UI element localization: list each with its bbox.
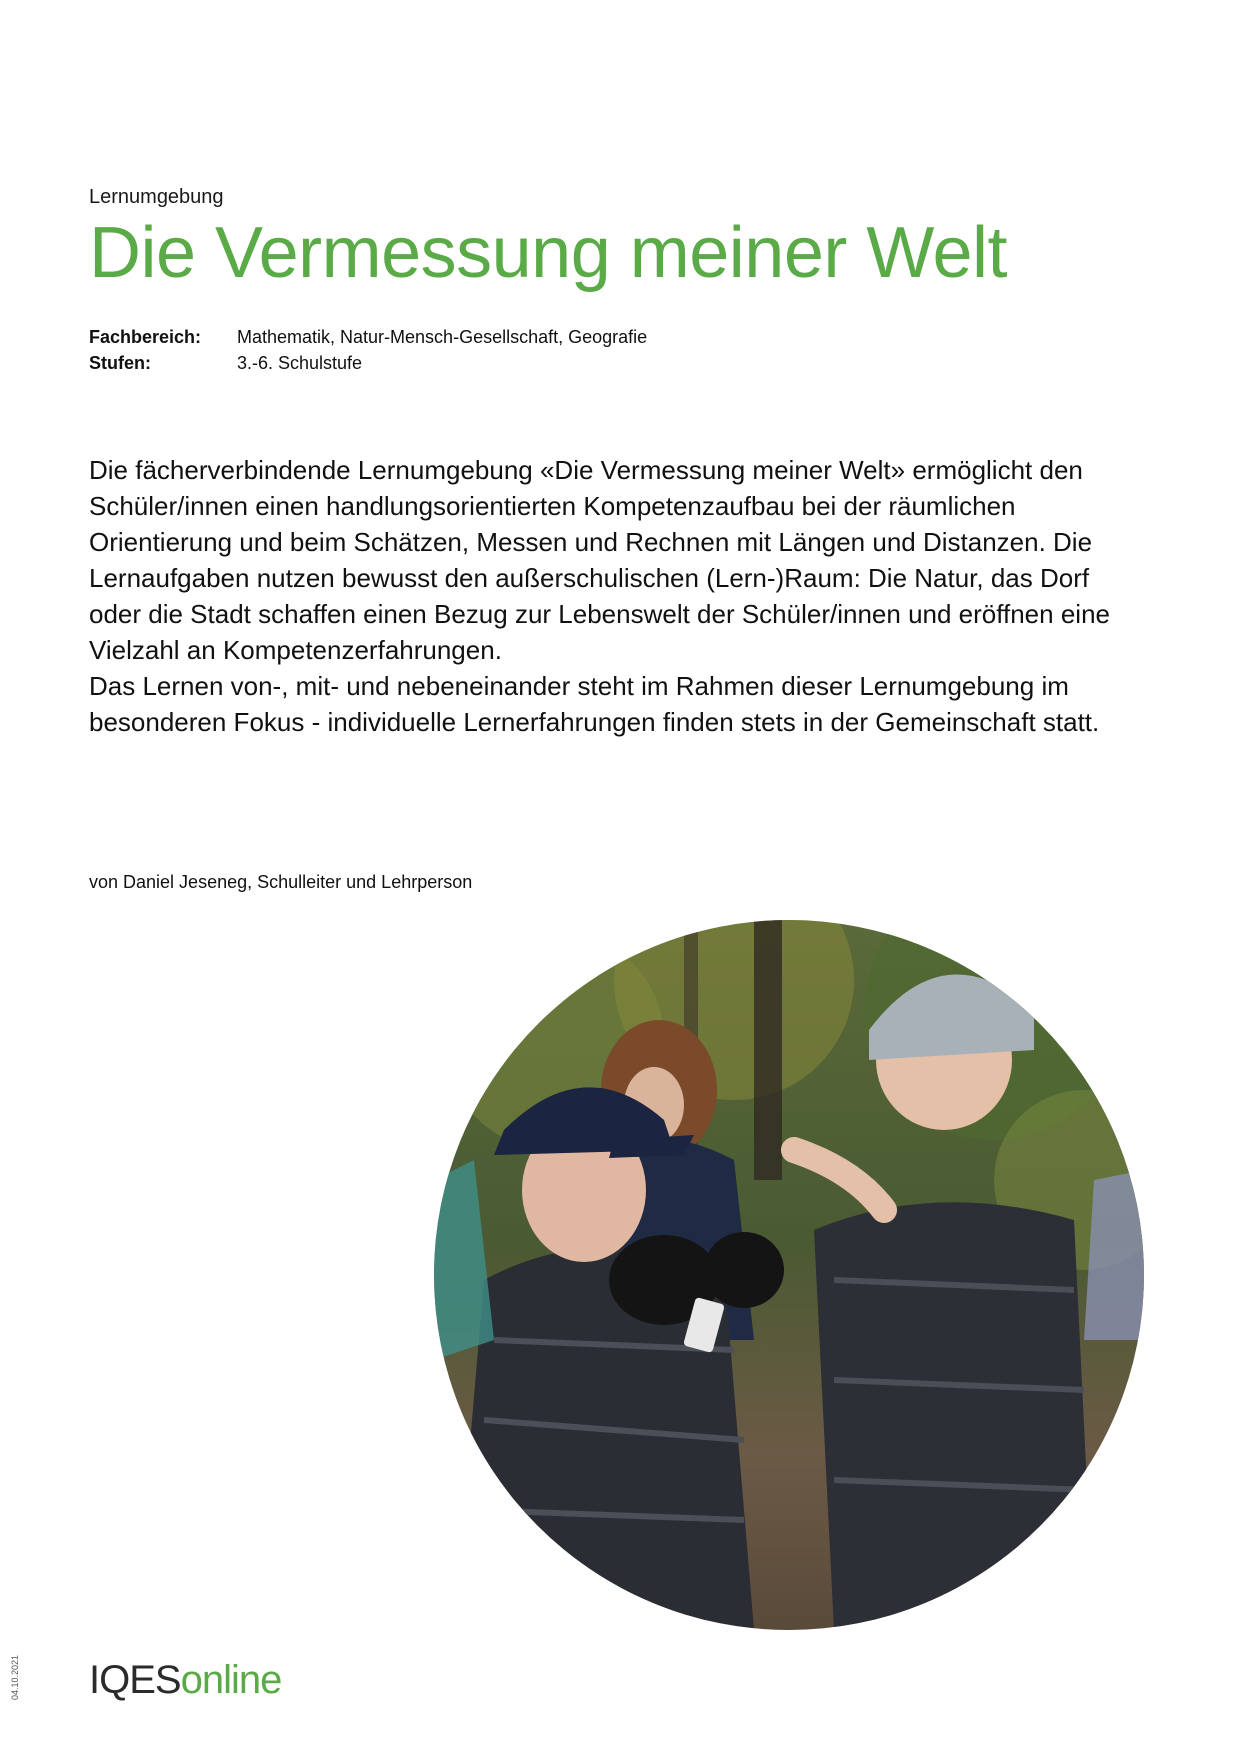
body-text bbox=[89, 452, 1139, 740]
body-paragraph-1: Die fächerverbindende Lernumgebung «Die Vermessung meiner Welt» ermöglicht den Schüler/innen einen handlungsorientierten Kompetenzaufbau bei der räumlichen Orientierung und beim Schätzen, Messen und Rechnen mit Längen und Distanzen. Die Lernaufgaben nutzen bewusst den außerschulischen (Lern-)Raum: Die Natur, das Dorf oder die Stadt schaffen einen Bezug zur Lebenswelt der Schüler/innen und eröffnen eine Vielzahl an Kompetenzerfahrungen. bbox=[89, 455, 1110, 665]
meta-key: Stufen: bbox=[89, 353, 151, 373]
logo-text-online: online bbox=[180, 1658, 282, 1702]
document-title: Die Vermessung meiner Welt bbox=[89, 213, 1008, 293]
meta-key: Fachbereich: bbox=[89, 327, 202, 347]
circular-photo bbox=[434, 920, 1144, 1630]
photo-illustration bbox=[434, 920, 1144, 1630]
document-date: 04.10.2021 bbox=[10, 1654, 20, 1700]
meta-info bbox=[89, 324, 647, 376]
author-line: von Daniel Jeseneg, Schulleiter und Lehrperson bbox=[89, 872, 473, 892]
meta-row-stufen bbox=[89, 350, 647, 376]
logo-text-iqes: IQES bbox=[89, 1658, 181, 1702]
iqes-online-logo bbox=[89, 1658, 281, 1703]
body-paragraph-2: Das Lernen von-, mit- und nebeneinander steht im Rahmen dieser Lernumgebung im besonderen Fokus - individuelle Lernerfahrungen finden stets in der Gemeinschaft statt. bbox=[89, 671, 1100, 737]
document-kicker: Lernumgebung bbox=[89, 186, 224, 208]
meta-value: 3.-6. Schulstufe bbox=[237, 353, 363, 373]
meta-value: Mathematik, Natur-Mensch-Gesellschaft, Geografie bbox=[237, 327, 648, 347]
meta-row-fachbereich bbox=[89, 324, 647, 350]
